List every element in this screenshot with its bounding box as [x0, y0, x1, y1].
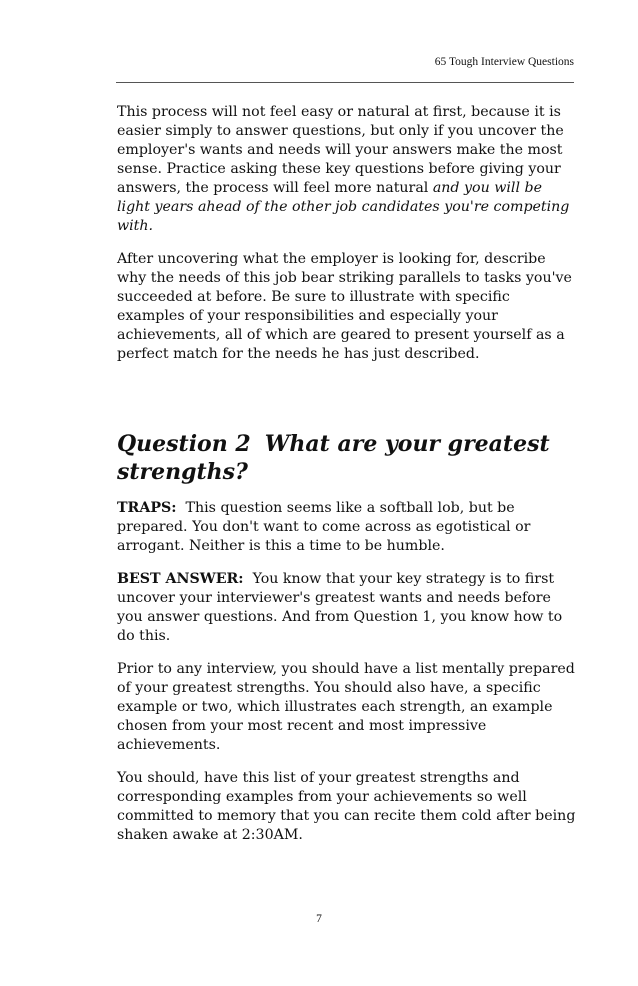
paragraph-prior-to-interview: Prior to any interview, you should have a list mentally prepared of your greatest strengths. You should also have, a specific example or two, which illustrates each strength, an example chosen from your most recent and most impressive achievements. [117, 661, 575, 753]
paragraph-process-text: This process will not feel easy or natural at first, because it is easier simply to answer questions, but only if you uncover the employer's wants and needs will your answers make the most sense. Practice asking these key questions before giving your answers, the process will feel more natural [117, 104, 564, 196]
best-answer-label: BEST ANSWER: [117, 571, 244, 587]
traps-text: This question seems like a softball lob, but be prepared. You don't want to come across as egotistical or arrogant. Neither is this a time to be humble. [117, 500, 531, 554]
page-body [117, 103, 577, 859]
question-title: What are your greatest strengths? [117, 431, 550, 485]
paragraph-process-italic: and you will be light years ahead of the other job candidates you're competing with. [117, 180, 570, 234]
running-header: 65 Tough Interview Questions [434, 56, 574, 68]
question-number: Question 2 [117, 431, 251, 457]
paragraph-process [117, 103, 577, 236]
traps-label: TRAPS: [117, 500, 177, 516]
best-answer-paragraph [117, 570, 577, 646]
paragraph-list-of-strengths: You should, have this list of your greatest strengths and corresponding examples from your achievements so well committed to memory that you can recite them cold after being shaken awake at 2:30AM. [117, 770, 576, 843]
question-heading [117, 430, 577, 486]
traps-paragraph [117, 499, 577, 556]
header-rule [116, 82, 574, 83]
best-answer-text: You know that your key strategy is to first uncover your interviewer's greatest wants and needs before you answer questions. And from Question 1, you know how to do this. [117, 571, 563, 644]
page-number: 7 [316, 913, 322, 925]
paragraph-after-uncovering: After uncovering what the employer is looking for, describe why the needs of this job bear striking parallels to tasks you've succeeded at before. Be sure to illustrate with specific examples of your responsibilities and especially your achievements, all of which are geared to present yourself as a perfect match for the needs he has just described. [117, 251, 572, 362]
